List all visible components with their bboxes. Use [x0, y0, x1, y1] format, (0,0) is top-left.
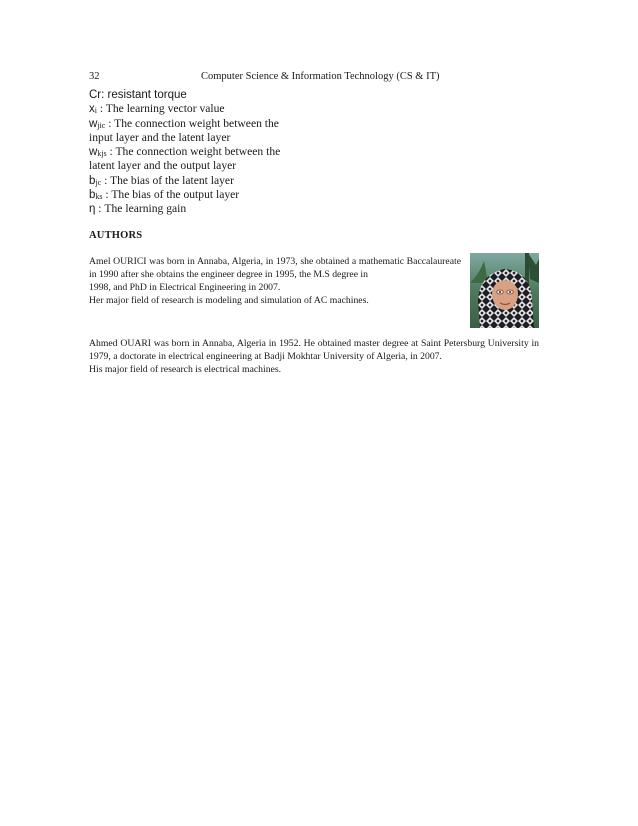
- wjic-subscript: jic: [97, 120, 106, 130]
- wkjs-subscript: kjs: [97, 149, 107, 159]
- bio-ourici-research: Her major field of research is modeling and simulation of AC machines.: [89, 295, 369, 307]
- wkjs-description-line2: latent layer and the output layer: [89, 159, 237, 173]
- wjic-description-line1: : The connection weight between the: [105, 116, 279, 130]
- eta-description: : The learning gain: [95, 202, 187, 216]
- author-portrait-image: [470, 253, 539, 328]
- bio-ourici-tail: 1998, and PhD in Electrical Engineering in 2007.: [89, 282, 281, 294]
- eta-symbol: η: [89, 203, 96, 216]
- bks-description: : The bias of the output layer: [102, 188, 240, 202]
- definition-wkjs: [89, 145, 329, 159]
- definition-eta: [89, 202, 329, 216]
- definition-xi: [89, 102, 329, 116]
- bjc-description: : The bias of the latent layer: [101, 173, 234, 187]
- page-header: [89, 71, 549, 85]
- definition-bjc: [89, 174, 329, 188]
- wjic-symbol: w: [89, 117, 98, 130]
- bio-ourici-main: Amel OURICI was born in Annaba, Algeria, in 1973, she obtained a mathematic Baccalaureate in 1990 after she obtains the engineer degree in 1995, the M.S degree in: [89, 256, 461, 281]
- xi-subscript: i: [94, 106, 97, 116]
- bio-ouari-main: Ahmed OUARI was born in Annaba, Algeria in 1952. He obtained master degree at Saint Petersburg University in 1979, a doctorate in electrical engineering at Badji Mokhtar University of Algeria, in 2007.: [89, 338, 539, 363]
- bio-ouari-research: His major field of research is electrical machines.: [89, 364, 282, 376]
- bjc-symbol: b: [89, 174, 96, 187]
- bjc-subscript: jc: [95, 177, 102, 187]
- definition-wjic: [89, 117, 329, 131]
- bks-subscript: ks: [95, 192, 103, 202]
- bks-symbol: b: [89, 189, 96, 202]
- variable-definitions: [89, 88, 329, 217]
- xi-symbol: x: [89, 103, 95, 116]
- definition-cr: [89, 88, 329, 102]
- journal-title: Computer Science & Information Technology (CS & IT): [201, 71, 440, 82]
- xi-description: : The learning vector value: [96, 102, 225, 116]
- author-bio-ourici: [89, 255, 461, 307]
- author-bio-ouari: [89, 337, 539, 376]
- authors-heading: AUTHORS: [89, 230, 143, 241]
- wkjs-description-line1: : The connection weight between the: [106, 145, 281, 159]
- definition-bks: [89, 188, 329, 202]
- author-photo: [470, 253, 539, 328]
- wjic-description-line2: input layer and the latent layer: [89, 130, 231, 144]
- page-number: 32: [89, 71, 100, 82]
- wkjs-symbol: w: [89, 146, 98, 159]
- definition-cr-text: Cr: resistant torque: [89, 89, 187, 101]
- bio-ourici-paragraph: [89, 255, 461, 294]
